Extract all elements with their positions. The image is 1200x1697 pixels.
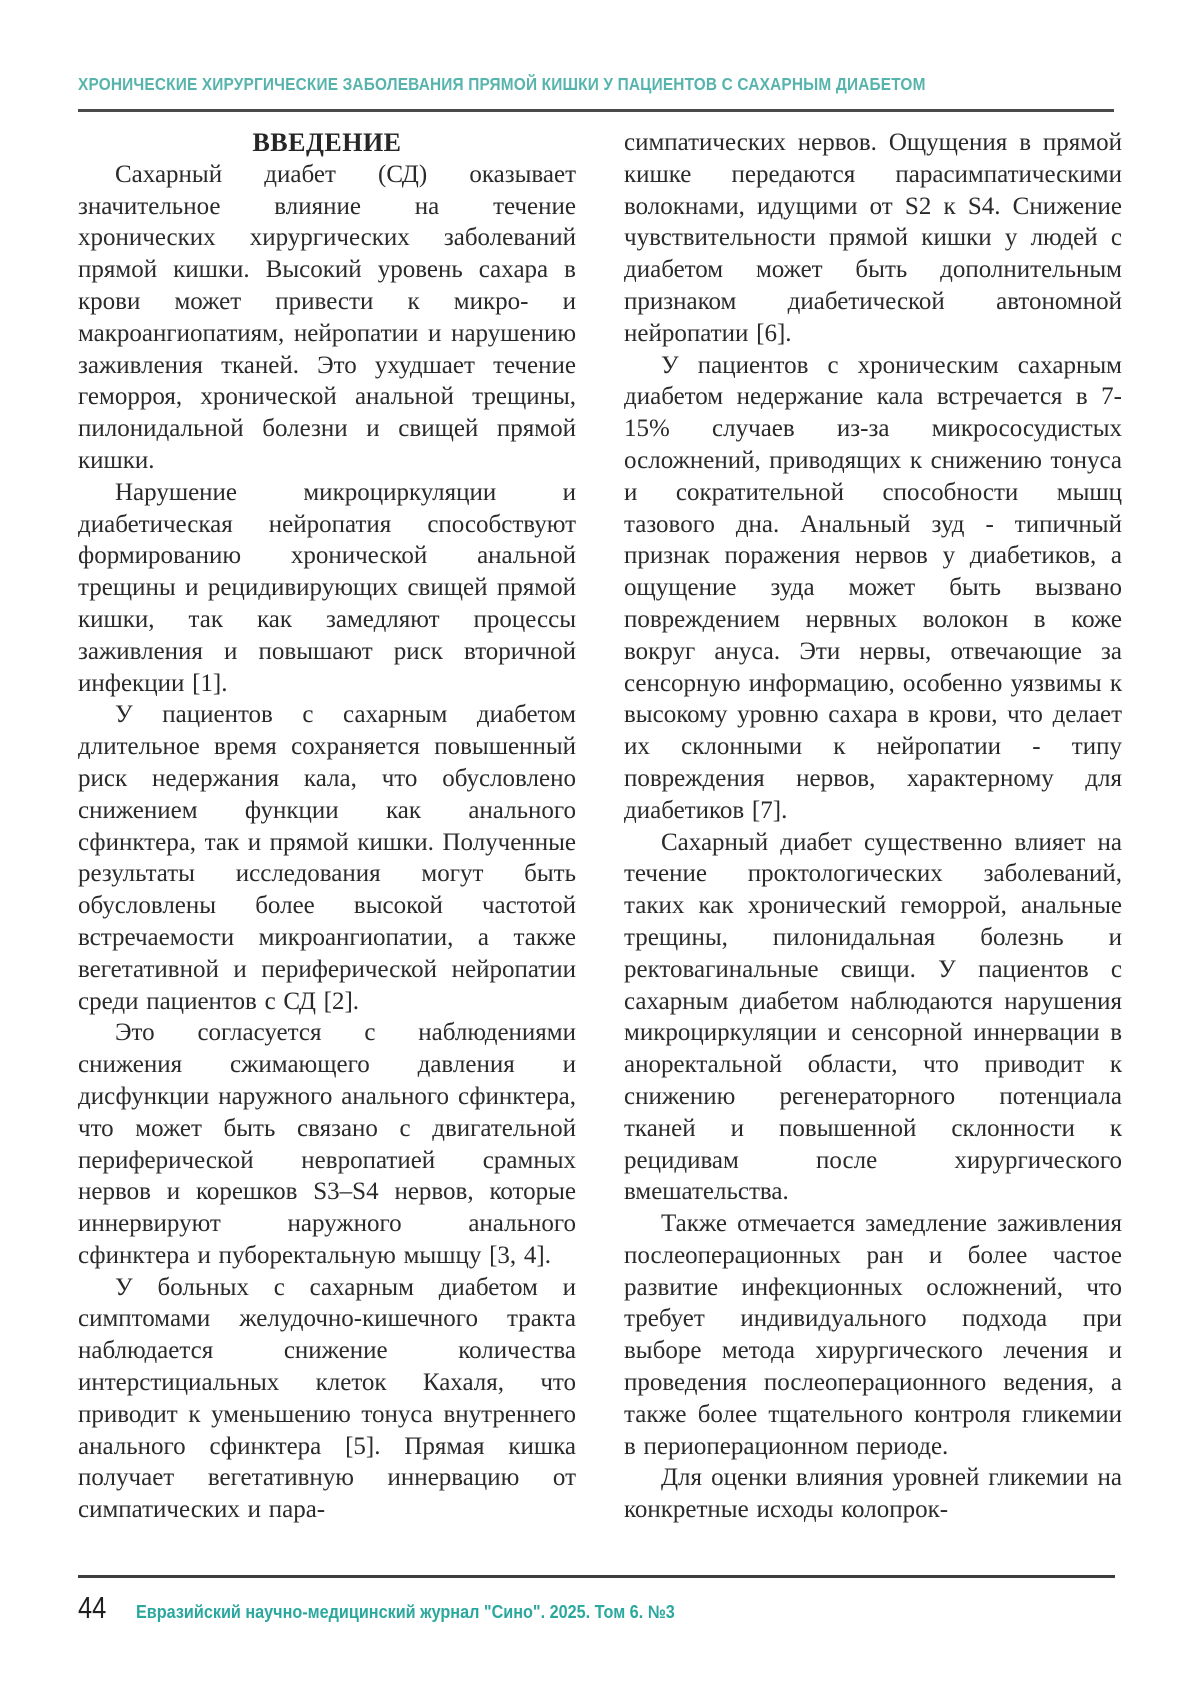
running-head xyxy=(78,74,1118,95)
paragraph-continuation: симпатических нервов. Ощущения в прямой кишке передаются парасимпатическими волокнами, идущими от S2 к S4. Снижение чувствительности прямой кишки у людей с диабетом может быть дополнительным признаком диабетической автономной нейропатии [6]. xyxy=(624,129,1122,347)
journal-title: Евразийский научно-медицинский журнал "Сино". 2025. Том 6. №3 xyxy=(136,1602,676,1622)
footer-row xyxy=(78,1590,735,1626)
section-title: ВВЕДЕНИЕ xyxy=(252,128,402,157)
paragraph: У больных с сахарным диабетом и симптомами желудочно-кишечного тракта наблюдается снижение количества интерстициальных клеток Кахаля, что приводит к уменьшению тонуса внутреннего анального сфинктера [5]. Прямая кишка получает вегетативную иннервацию от симпатических и пара- xyxy=(78,1273,576,1524)
page-number: 44 xyxy=(78,1590,107,1625)
paragraph: Для оценки влияния уровней гликемии на конкретные исходы колопрок- xyxy=(624,1464,1122,1524)
paragraph: Также отмечается замедление заживления послеоперационных ран и более частое развитие инфекционных осложнений, что требует индивидуального подхода при выборе метода хирургического лечения и проведения послеоперационного ведения, а также более тщательного контроля гликемии в периоперационном периоде. xyxy=(624,1210,1122,1460)
right-column xyxy=(624,127,1122,1526)
paragraph: Сахарный диабет (СД) оказывает значительное влияние на течение хронических хирургических заболеваний прямой кишки. Высокий уровень сахара в крови может привести к микро- и макроангиопатиям, нейропатии и нарушению заживления тканей. Это ухудшает течение геморроя, хронической анальной трещины, пилонидальной болезни и свищей прямой кишки. xyxy=(78,160,576,474)
paragraph: У пациентов с сахарным диабетом длительное время сохраняется повышенный риск недержания кала, что обусловлено снижением функции как анального сфинктера, так и прямой кишки. Полученные результаты исследования могут быть обусловлены более высокой частотой встречаемости микроангиопатии, а также вегетативной и периферической нейропатии среди пациентов с СД [2]. xyxy=(78,701,576,1015)
paragraph: Нарушение микроциркуляции и диабетическая нейропатия способствуют формированию хронической анальной трещины и рецидивирующих свищей прямой кишки, так как замедляют процессы заживления и повышают риск вторичной инфекции [1]. xyxy=(78,478,576,697)
article-body xyxy=(78,127,1122,1526)
header-rule xyxy=(78,109,1114,112)
paragraph: У пациентов с хроническим сахарным диабетом недержание кала встречается в 7-15% случаев из-за микрососудистых осложнений, приводящих к снижению тонуса и сократительной способности мышц тазового дна. Анальный зуд - типичный признак поражения нервов у диабетиков, а ощущение зуда может быть вызвано повреждением нервных волокон в коже вокруг ануса. Эти нервы, отвечающие за сенсорную информацию, особенно уязвимы к высокому уровню сахара в крови, что делает их склонными к нейропатии - типу повреждения нервов, характерному для диабетиков [7]. xyxy=(624,351,1122,824)
left-column xyxy=(78,127,576,1526)
paragraph: Сахарный диабет существенно влияет на течение проктологических заболеваний, таких как хронический геморрой, анальные трещины, пилонидальная болезнь и ректовагинальные свищи. У пациентов с сахарным диабетом наблюдаются нарушения микроциркуляции и сенсорной иннервации в аноректальной области, что приводит к снижению регенераторного потенциала тканей и повышенной склонности к рецидивам после хирургического вмешательства. xyxy=(624,828,1122,1206)
footer-rule xyxy=(78,1575,1115,1578)
running-head-text: ХРОНИЧЕСКИЕ ХИРУРГИЧЕСКИЕ ЗАБОЛЕВАНИЯ ПРЯМОЙ КИШКИ У ПАЦИЕНТОВ С САХАРНЫМ ДИАБЕТОМ xyxy=(78,74,926,94)
paragraph: Это согласуется с наблюдениями снижения сжимающего давления и дисфункции наружного анального сфинктера, что может быть связано с двигательной периферической невропатией срамных нервов и корешков S3–S4 нервов, которые иннервируют наружного анального сфинктера и пуборектальную мышцу [3, 4]. xyxy=(78,1019,576,1269)
